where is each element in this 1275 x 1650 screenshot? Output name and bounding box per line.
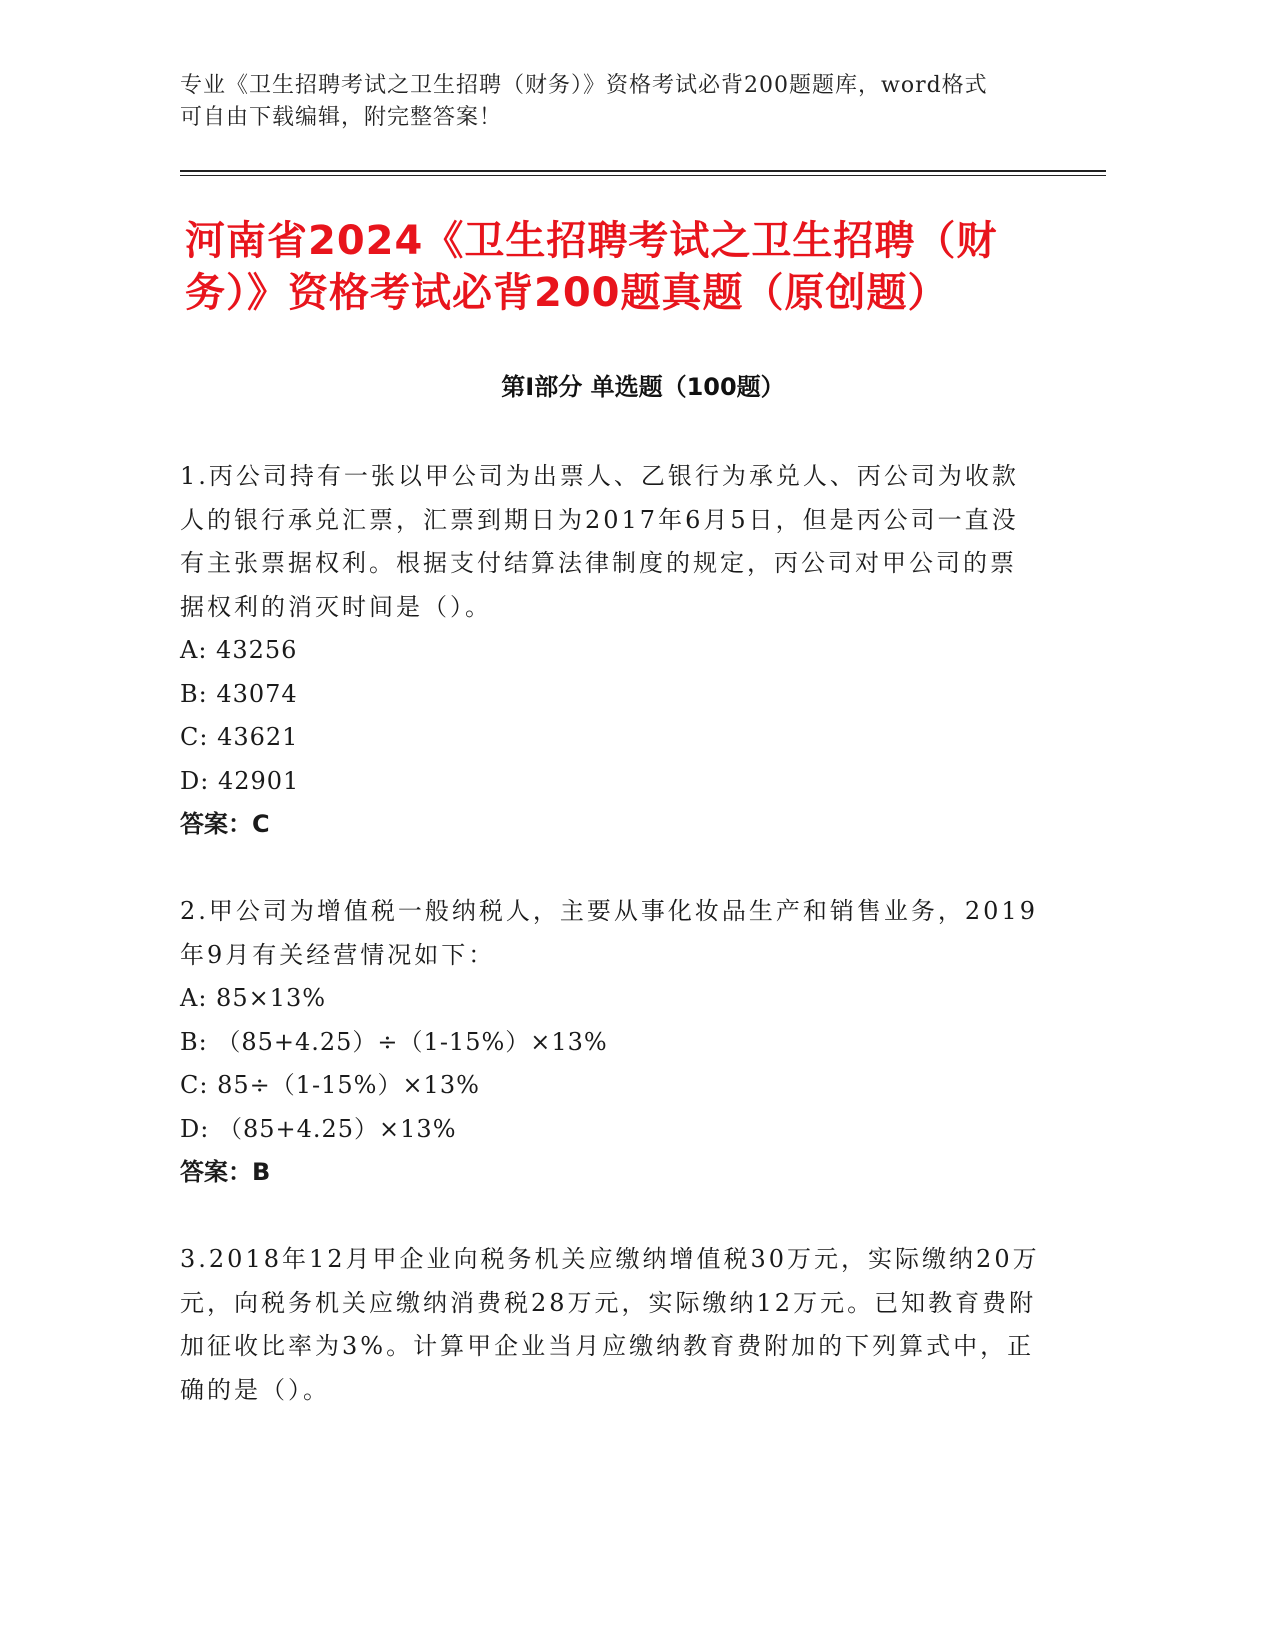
- option-c: C: 43621: [180, 723, 299, 751]
- option-d: D: 42901: [180, 766, 300, 795]
- question-text: 1.丙公司持有一张以甲公司为出票人、乙银行为承兑人、丙公司为收款人的银行承兑汇票，汇票到期日为2017年6月5日，但是丙公司一直没有主张票据权利。根据支付结算法律制度的规定，丙公司对甲公司的票据权利的消灭时间是（）。: [180, 462, 1019, 621]
- answer: 答案：B: [180, 1158, 271, 1186]
- question-text: 3.2018年12月甲企业向税务机关应缴纳增值税30万元，实际缴纳20万元，向税务机关应缴纳消费税28万元，实际缴纳12万元。已知教育费附加征收比率为3%。计算甲企业当月应缴纳教育费附加的下列算式中，正确的是（）。: [180, 1245, 1040, 1404]
- option-b: B: （85+4.25）÷（1-15%）×13%: [180, 1027, 608, 1056]
- option-c: C: 85÷（1-15%）×13%: [180, 1071, 480, 1099]
- question-2: [180, 890, 1040, 1195]
- header-note-line-1: 专业《卫生招聘考试之卫生招聘（财务）》资格考试必背200题题库，word格式: [180, 73, 988, 98]
- header-note: [180, 70, 1080, 134]
- document-title-line-2: 务）》资格考试必背200题真题（原创题）: [185, 270, 949, 316]
- document-title: [185, 215, 1085, 319]
- section-title: 第I部分 单选题（100题）: [501, 373, 785, 401]
- answer: 答案：C: [180, 810, 270, 838]
- option-a: A: 43256: [180, 636, 298, 664]
- question-text: 2.甲公司为增值税一般纳税人，主要从事化妆品生产和销售业务，2019年9月有关经营情况如下：: [180, 897, 1038, 969]
- header-rule-thick: [180, 170, 1106, 172]
- header-rule-thin: [180, 175, 1106, 176]
- option-a: A: 85×13%: [180, 984, 327, 1012]
- question-3: [180, 1238, 1040, 1412]
- option-d: D: （85+4.25）×13%: [180, 1114, 457, 1143]
- question-1: [180, 455, 1040, 847]
- option-b: B: 43074: [180, 679, 298, 708]
- document-title-line-1: 河南省2024《卫生招聘考试之卫生招聘（财: [185, 218, 998, 264]
- header-note-line-2: 可自由下载编辑，附完整答案！: [180, 105, 503, 130]
